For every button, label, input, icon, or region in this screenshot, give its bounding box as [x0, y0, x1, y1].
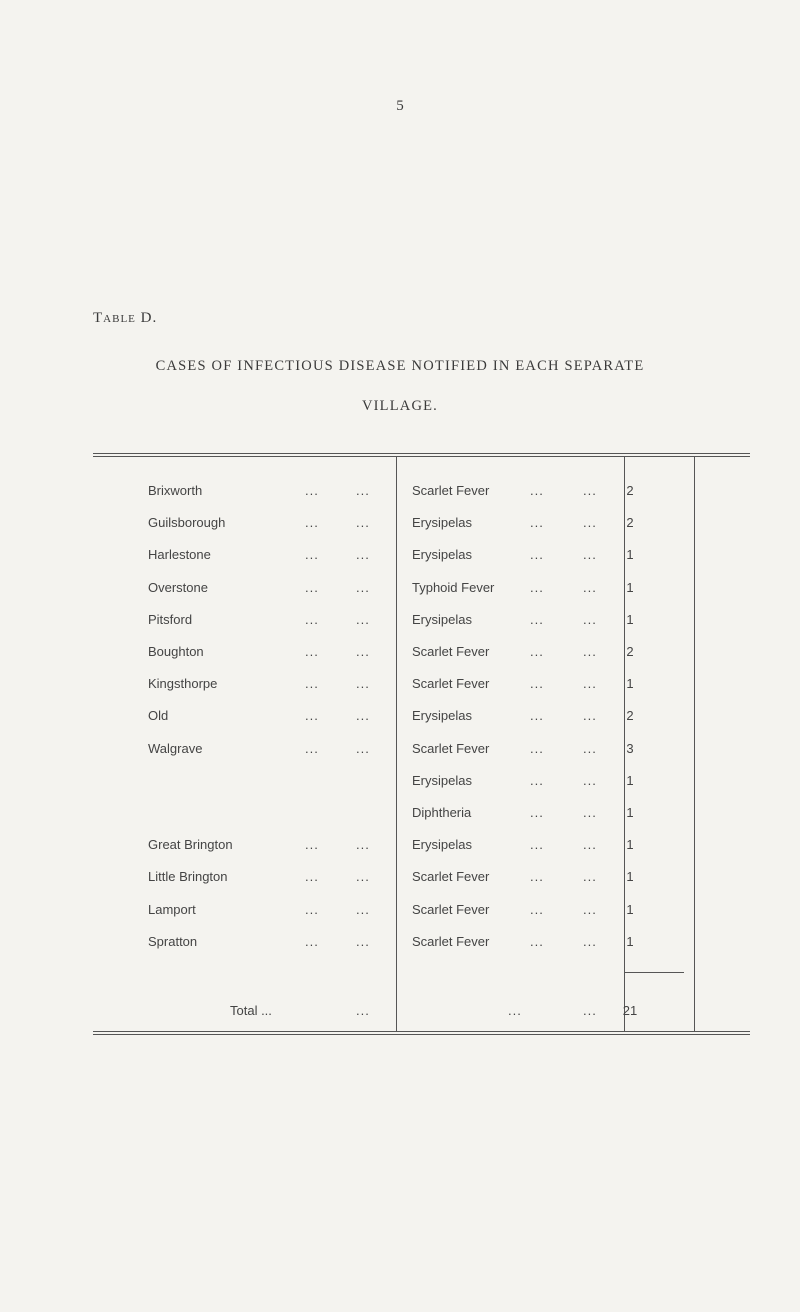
total-row [0, 1003, 800, 1029]
leader-dots: ... [356, 676, 370, 692]
table-title: CASES OF INFECTIOUS DISEASE NOTIFIED IN EACH SEPARATE [155, 358, 645, 374]
leader-dots: ... [356, 611, 370, 627]
leader-dots: ... [356, 644, 370, 659]
count-cell: 1 [626, 933, 634, 949]
disease-cell: Scarlet Fever [412, 933, 490, 949]
table-label: Table D. [93, 310, 158, 326]
count-cell: 1 [626, 676, 634, 692]
leader-dots: ... [583, 483, 597, 498]
village-cell: Old [148, 708, 169, 724]
table-row [0, 869, 800, 895]
leader-dots: ... [356, 515, 370, 531]
leader-dots: ... [356, 708, 370, 724]
count-cell: 3 [626, 740, 634, 756]
leader-dots: ... [356, 579, 370, 595]
count-cell: 1 [626, 901, 634, 917]
leader-dots: ... [305, 644, 319, 659]
leader-dots: ... [356, 933, 370, 949]
village-cell: Great Brington [148, 837, 233, 853]
leader-dots: ... [305, 579, 319, 595]
leader-dots: ... [530, 676, 544, 692]
leader-dots: ... [356, 869, 370, 885]
leader-dots: ... [583, 933, 597, 949]
count-cell: 1 [626, 547, 634, 563]
count-cell: 2 [626, 483, 634, 498]
village-cell: Pitsford [148, 611, 193, 627]
leader-dots: ... [583, 547, 597, 563]
leader-dots: ... [530, 933, 544, 949]
village-cell: Lamport [148, 901, 196, 917]
count-cell: 2 [626, 515, 634, 531]
disease-cell: Scarlet Fever [412, 869, 490, 885]
leader-dots: ... [583, 676, 597, 692]
leader-dots: ... [583, 772, 597, 788]
count-cell: 2 [626, 644, 634, 659]
village-cell: Boughton [148, 644, 204, 659]
leader-dots: ... [305, 740, 319, 756]
table-row [0, 805, 800, 831]
disease-cell: Erysipelas [412, 515, 472, 531]
table-row [0, 708, 800, 734]
page-number: 5 [396, 98, 404, 114]
leader-dots: ... [530, 611, 544, 627]
leader-dots: ... [305, 515, 319, 531]
leader-dots: ... [305, 611, 319, 627]
leader-dots: ... [530, 547, 544, 563]
disease-cell: Typhoid Fever [412, 579, 495, 595]
table-row [0, 483, 800, 509]
village-cell: Little Brington [148, 869, 228, 885]
table-row [0, 547, 800, 573]
leader-dots: ... [356, 1003, 370, 1018]
leader-dots: ... [356, 837, 370, 853]
leader-dots: ... [305, 869, 319, 885]
village-cell: Kingsthorpe [148, 676, 218, 692]
leader-dots: ... [508, 1003, 522, 1018]
leader-dots: ... [305, 547, 319, 563]
disease-cell: Scarlet Fever [412, 483, 490, 498]
disease-cell: Scarlet Fever [412, 901, 490, 917]
leader-dots: ... [356, 547, 370, 563]
leader-dots: ... [530, 644, 544, 659]
table-row [0, 902, 800, 928]
sum-rule [624, 972, 684, 973]
leader-dots: ... [356, 740, 370, 756]
table-row [0, 837, 800, 863]
disease-cell: Scarlet Fever [412, 740, 490, 756]
table-row [0, 676, 800, 702]
leader-dots: ... [583, 1003, 597, 1018]
table-row [0, 580, 800, 606]
leader-dots: ... [530, 515, 544, 531]
count-cell: 1 [626, 772, 634, 788]
leader-dots: ... [305, 933, 319, 949]
disease-cell: Erysipelas [412, 772, 472, 788]
count-cell: 1 [626, 579, 634, 595]
table-row [0, 644, 800, 670]
count-cell: 1 [626, 611, 634, 627]
leader-dots: ... [583, 869, 597, 885]
leader-dots: ... [530, 901, 544, 917]
count-cell: 1 [626, 837, 634, 853]
village-cell: Walgrave [148, 740, 203, 756]
count-cell: 1 [626, 805, 634, 820]
leader-dots: ... [530, 837, 544, 853]
table-row [0, 773, 800, 799]
leader-dots: ... [583, 805, 597, 820]
disease-cell: Scarlet Fever [412, 644, 490, 659]
leader-dots: ... [530, 869, 544, 885]
leader-dots: ... [305, 483, 319, 498]
leader-dots: ... [530, 805, 544, 820]
bottom-rule [93, 1031, 750, 1035]
disease-cell: Diphtheria [412, 805, 472, 820]
leader-dots: ... [583, 708, 597, 724]
village-cell: Brixworth [148, 483, 203, 498]
leader-dots: ... [583, 740, 597, 756]
leader-dots: ... [583, 644, 597, 659]
leader-dots: ... [305, 708, 319, 724]
count-cell: 1 [626, 869, 634, 885]
leader-dots: ... [583, 515, 597, 531]
total-count: 21 [622, 1003, 638, 1018]
leader-dots: ... [530, 740, 544, 756]
table-row [0, 741, 800, 767]
disease-cell: Scarlet Fever [412, 676, 490, 692]
leader-dots: ... [583, 611, 597, 627]
disease-cell: Erysipelas [412, 547, 472, 563]
leader-dots: ... [583, 579, 597, 595]
leader-dots: ... [305, 676, 319, 692]
table-row [0, 612, 800, 638]
leader-dots: ... [305, 901, 319, 917]
leader-dots: ... [583, 901, 597, 917]
leader-dots: ... [583, 837, 597, 853]
village-cell: Overstone [148, 579, 208, 595]
disease-cell: Erysipelas [412, 708, 472, 724]
leader-dots: ... [356, 901, 370, 917]
total-label: Total ... [230, 1003, 272, 1018]
top-rule [93, 453, 750, 457]
leader-dots: ... [356, 483, 370, 498]
leader-dots: ... [530, 579, 544, 595]
table-row [0, 515, 800, 541]
table-row [0, 934, 800, 960]
table-title-continued: VILLAGE. [361, 398, 439, 414]
leader-dots: ... [530, 772, 544, 788]
village-cell: Spratton [148, 933, 198, 949]
leader-dots: ... [530, 483, 544, 498]
village-cell: Guilsborough [148, 515, 226, 531]
count-cell: 2 [626, 708, 634, 724]
disease-cell: Erysipelas [412, 611, 472, 627]
disease-cell: Erysipelas [412, 837, 472, 853]
leader-dots: ... [530, 708, 544, 724]
leader-dots: ... [305, 837, 319, 853]
village-cell: Harlestone [148, 547, 211, 563]
